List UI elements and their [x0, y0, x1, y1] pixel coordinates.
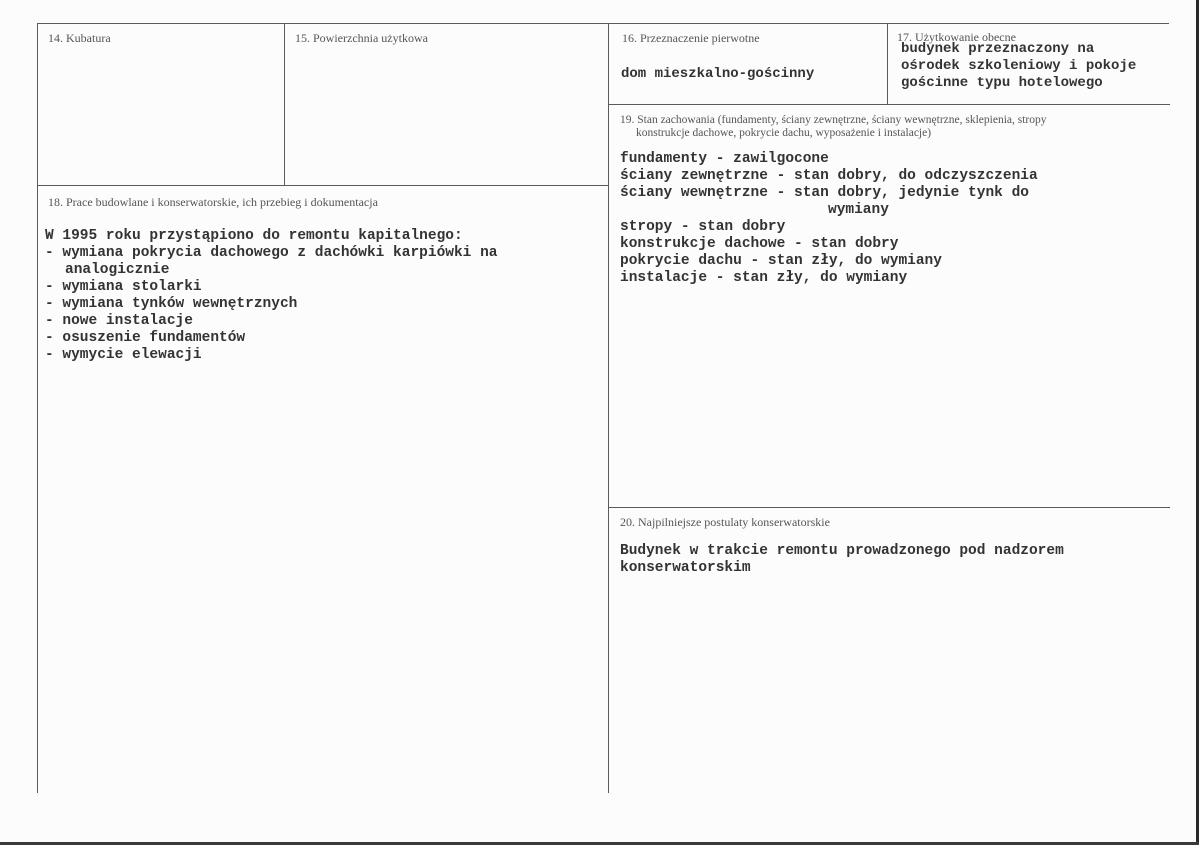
rule-top	[37, 23, 1169, 24]
field-18-line: - wymiana tynków wewnętrznych	[45, 296, 298, 312]
field-17-label: 17. Użytkowanie obecne	[897, 30, 1016, 44]
field-19-line: stropy - stan dobry	[620, 219, 786, 235]
rule-mid-right-upper	[608, 104, 1170, 105]
field-18-line: - wymiana stolarki	[45, 279, 202, 295]
field-20-line: konserwatorskim	[620, 560, 751, 576]
field-20-label: 20. Najpilniejsze postulaty konserwatorskie	[620, 515, 830, 529]
rule-mid-right-lower	[608, 507, 1170, 508]
field-17-value	[901, 41, 1136, 92]
field-19-value	[620, 151, 1038, 287]
field-20-line: Budynek w trakcie remontu prowadzonego pod nadzorem	[620, 543, 1064, 559]
field-19-line: instalacje - stan zły, do wymiany	[620, 270, 908, 286]
rule-v-left	[37, 23, 38, 793]
field-19-line: fundamenty - zawilgocone	[620, 151, 829, 167]
field-18-line: analogicznie	[65, 262, 170, 278]
field-18-line: - osuszenie fundamentów	[45, 330, 246, 346]
field-15-label: 15. Powierzchnia użytkowa	[295, 31, 428, 45]
field-18-line: W 1995 roku przystąpiono do remontu kapitalnego:	[45, 228, 463, 244]
rule-v-16-17	[887, 23, 888, 105]
field-19-line: pokrycie dachu - stan zły, do wymiany	[620, 253, 942, 269]
field-18-line: - nowe instalacje	[45, 313, 193, 329]
field-18-line: - wymycie elewacji	[45, 347, 202, 363]
field-17-line: ośrodek szkoleniowy i pokoje	[901, 58, 1137, 74]
rule-v-center	[608, 23, 609, 793]
field-19-label-line1: 19. Stan zachowania (fundamenty, ściany zewnętrzne, ściany wewnętrzne, sklepienia, stropy	[620, 114, 1047, 126]
field-18-label: 18. Prace budowlane i konserwatorskie, ich przebieg i dokumentacja	[48, 195, 378, 209]
field-19-line: ściany wewnętrzne - stan dobry, jedynie tynk do	[620, 185, 1029, 201]
field-18-value	[45, 228, 497, 364]
field-19-line: konstrukcje dachowe - stan dobry	[620, 236, 899, 252]
field-19-line: wymiany	[828, 202, 889, 218]
field-19-label-line2: konstrukcje dachowe, pokrycie dachu, wyposażenie i instalacje)	[636, 127, 932, 139]
field-14-label: 14. Kubatura	[48, 31, 111, 45]
rule-v-14-15	[284, 23, 285, 186]
rule-mid-left	[37, 185, 608, 186]
field-19-line: ściany zewnętrzne - stan dobry, do odczyszczenia	[620, 168, 1038, 184]
field-20-value	[620, 543, 1064, 577]
field-18-line: - wymiana pokrycia dachowego z dachówki karpiówki na	[45, 245, 498, 261]
field-17-line: budynek przeznaczony na	[901, 41, 1095, 57]
field-16-label: 16. Przeznaczenie pierwotne	[622, 31, 760, 45]
field-16-value: dom mieszkalno-gościnny	[621, 66, 815, 82]
field-17-line: gościnne typu hotelowego	[901, 75, 1103, 91]
